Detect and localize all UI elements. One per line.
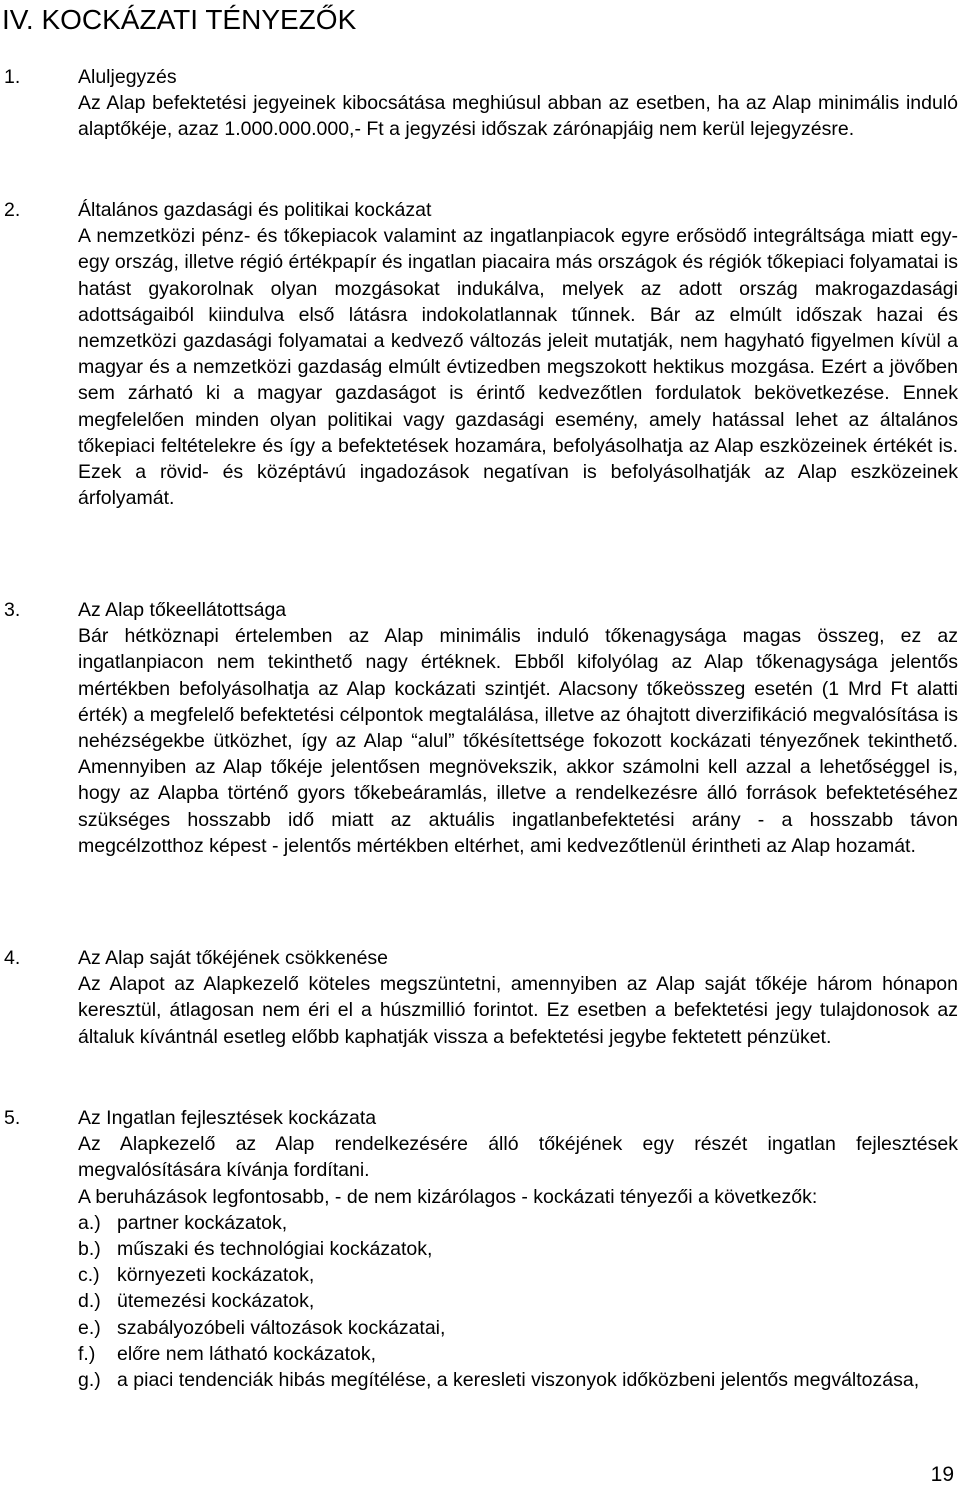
section-number: 4.	[4, 947, 21, 969]
section-number: 2.	[4, 199, 21, 221]
list-item-text: előre nem látható kockázatok,	[117, 1342, 377, 1365]
page-number: 19	[930, 1463, 954, 1486]
section-body	[78, 64, 958, 143]
list-item	[78, 1315, 958, 1341]
section-body	[78, 945, 958, 1050]
section-paragraph: Az Alap befektetési jegyeinek kibocsátása meghiúsul abban az esetben, ha az Alap minimális induló alaptőkéje, azaz 1.000.000.000,- Ft a jegyzési időszak zárónapjáig nem kerül lejegyzésre.	[78, 92, 958, 141]
list-marker: b.)	[78, 1238, 101, 1261]
section-title: Az Alap saját tőkéjének csökkenése	[78, 947, 389, 969]
section-body	[78, 197, 958, 511]
list-item	[78, 1210, 958, 1236]
list-marker: f.)	[78, 1342, 96, 1365]
section-title: Az Alap tőkeellátottsága	[78, 599, 287, 621]
list-marker: e.)	[78, 1316, 101, 1339]
section-number: 3.	[4, 599, 21, 621]
list-marker: g.)	[78, 1369, 101, 1392]
list-item	[78, 1367, 958, 1393]
section-paragraph: Az Alapot az Alapkezelő köteles megszüntetni, amennyiben az Alap saját tőkéje három hónapon keresztül, átlagosan nem éri el a húszmillió forintot. Ez esetben a befektetési jegy tulajdonosok az általuk kívántnál esetleg előbb kaphatják vissza a befektetési jegybe fektetett pénzüket.	[78, 973, 958, 1048]
section-title: Aluljegyzés	[78, 66, 177, 88]
section-number: 1.	[4, 66, 21, 88]
section-paragraph: A beruházások legfontosabb, - de nem kizárólagos - kockázati tényezői a következők:	[78, 1185, 818, 1208]
list-marker: c.)	[78, 1264, 100, 1287]
section-number: 5.	[4, 1107, 21, 1129]
risk-factor-list	[78, 1210, 958, 1393]
section-paragraph: Bár hétköznapi értelemben az Alap minimális induló tőkenagysága magas összeg, ez az ingatlanpiacon nem tekinthető nagy értéknek. Ebből kifolyólag az Alap tőkenagysága jelentős mértékben befolyásolhatja az Alap kockázati szintjét. Alacsony tőkeösszeg esetén (1 Mrd Ft alatti érték) a megfelelő befektetési célpontok megtalálása, illetve az óhajtott diverzifikáció megvalósítása is nehézségekbe ütközhet, így az Alap “alul” tőkésítettsége fokozott kockázati tényezőnek tekinthető. Amennyiben az Alap tőkéje jelentősen megnövekszik, akkor számolni kell azzal a lehetőséggel is, hogy az Alapba történő gyors tőkebeáramlás, illetve a rendelkezésre álló források befektetéséhez szükséges hosszabb idő miatt az aktuális ingatlanbefektetési arány - a hosszabb távon megcélzotthoz képest - jelentős mértékben eltérhet, ami kedvezőtlenül érintheti az Alap hozamát.	[78, 625, 958, 857]
list-marker: a.)	[78, 1211, 101, 1234]
section-paragraph: A nemzetközi pénz- és tőkepiacok valamint az ingatlanpiacok egyre erősödő integráltsága miatt egy-egy ország, illetve régió értékpapír és ingatlan piacaira más országok és régiók tőkepiaci folyamatai is hatást gyakorolnak olyan mozgásokat indukálva, melyek az adott ország makrogazdasági adottságaiból kiindulva első látásra indokolatlannak tűnnek. Bár az elmúlt időszak hazai és nemzetközi gazdasági folyamatai a kedvező változás jeleit mutatják, nem hagyható figyelmen kívül a magyar és a nemzetközi gazdaság elmúlt évtizedben megszokott hektikus mozgása. Ezért a jövőben sem zárható ki a magyar gazdaságot is érintő kedvezőtlen fordulatok bekövetkezése. Ennek megfelelően minden olyan politikai vagy gazdasági esemény, amely hatással lehet az általános tőkepiaci feltételekre és így a befektetések hozamára, befolyásolhatja az Alap eszközeinek értékét is. Ezek a rövid- és középtávú ingadozások negatívan is befolyásolhatják az Alap eszközeinek árfolyamát.	[78, 225, 958, 510]
section-title: Az Ingatlan fejlesztések kockázata	[78, 1107, 377, 1129]
list-item	[78, 1341, 958, 1367]
list-item-text: ütemezési kockázatok,	[117, 1290, 315, 1313]
list-item	[78, 1288, 958, 1314]
list-item	[78, 1262, 958, 1288]
list-item-text: környezeti kockázatok,	[117, 1264, 315, 1287]
section-title: Általános gazdasági és politikai kockázat	[78, 199, 432, 221]
section-body	[78, 1105, 958, 1393]
list-item-text: műszaki és technológiai kockázatok,	[117, 1238, 433, 1261]
list-marker: d.)	[78, 1290, 101, 1313]
list-item-text: a piaci tendenciák hibás megítélése, a keresleti viszonyok időközbeni jelentős megváltozása,	[117, 1369, 920, 1392]
list-item	[78, 1236, 958, 1262]
section-body	[78, 597, 958, 859]
section-paragraph: Az Alapkezelő az Alap rendelkezésére álló tőkéjének egy részét ingatlan fejlesztések megvalósítására kívánja fordítani.	[78, 1133, 958, 1182]
page-title: IV. KOCKÁZATI TÉNYEZŐK	[2, 4, 357, 35]
list-item-text: szabályozóbeli változások kockázatai,	[117, 1316, 446, 1339]
list-item-text: partner kockázatok,	[117, 1211, 288, 1234]
